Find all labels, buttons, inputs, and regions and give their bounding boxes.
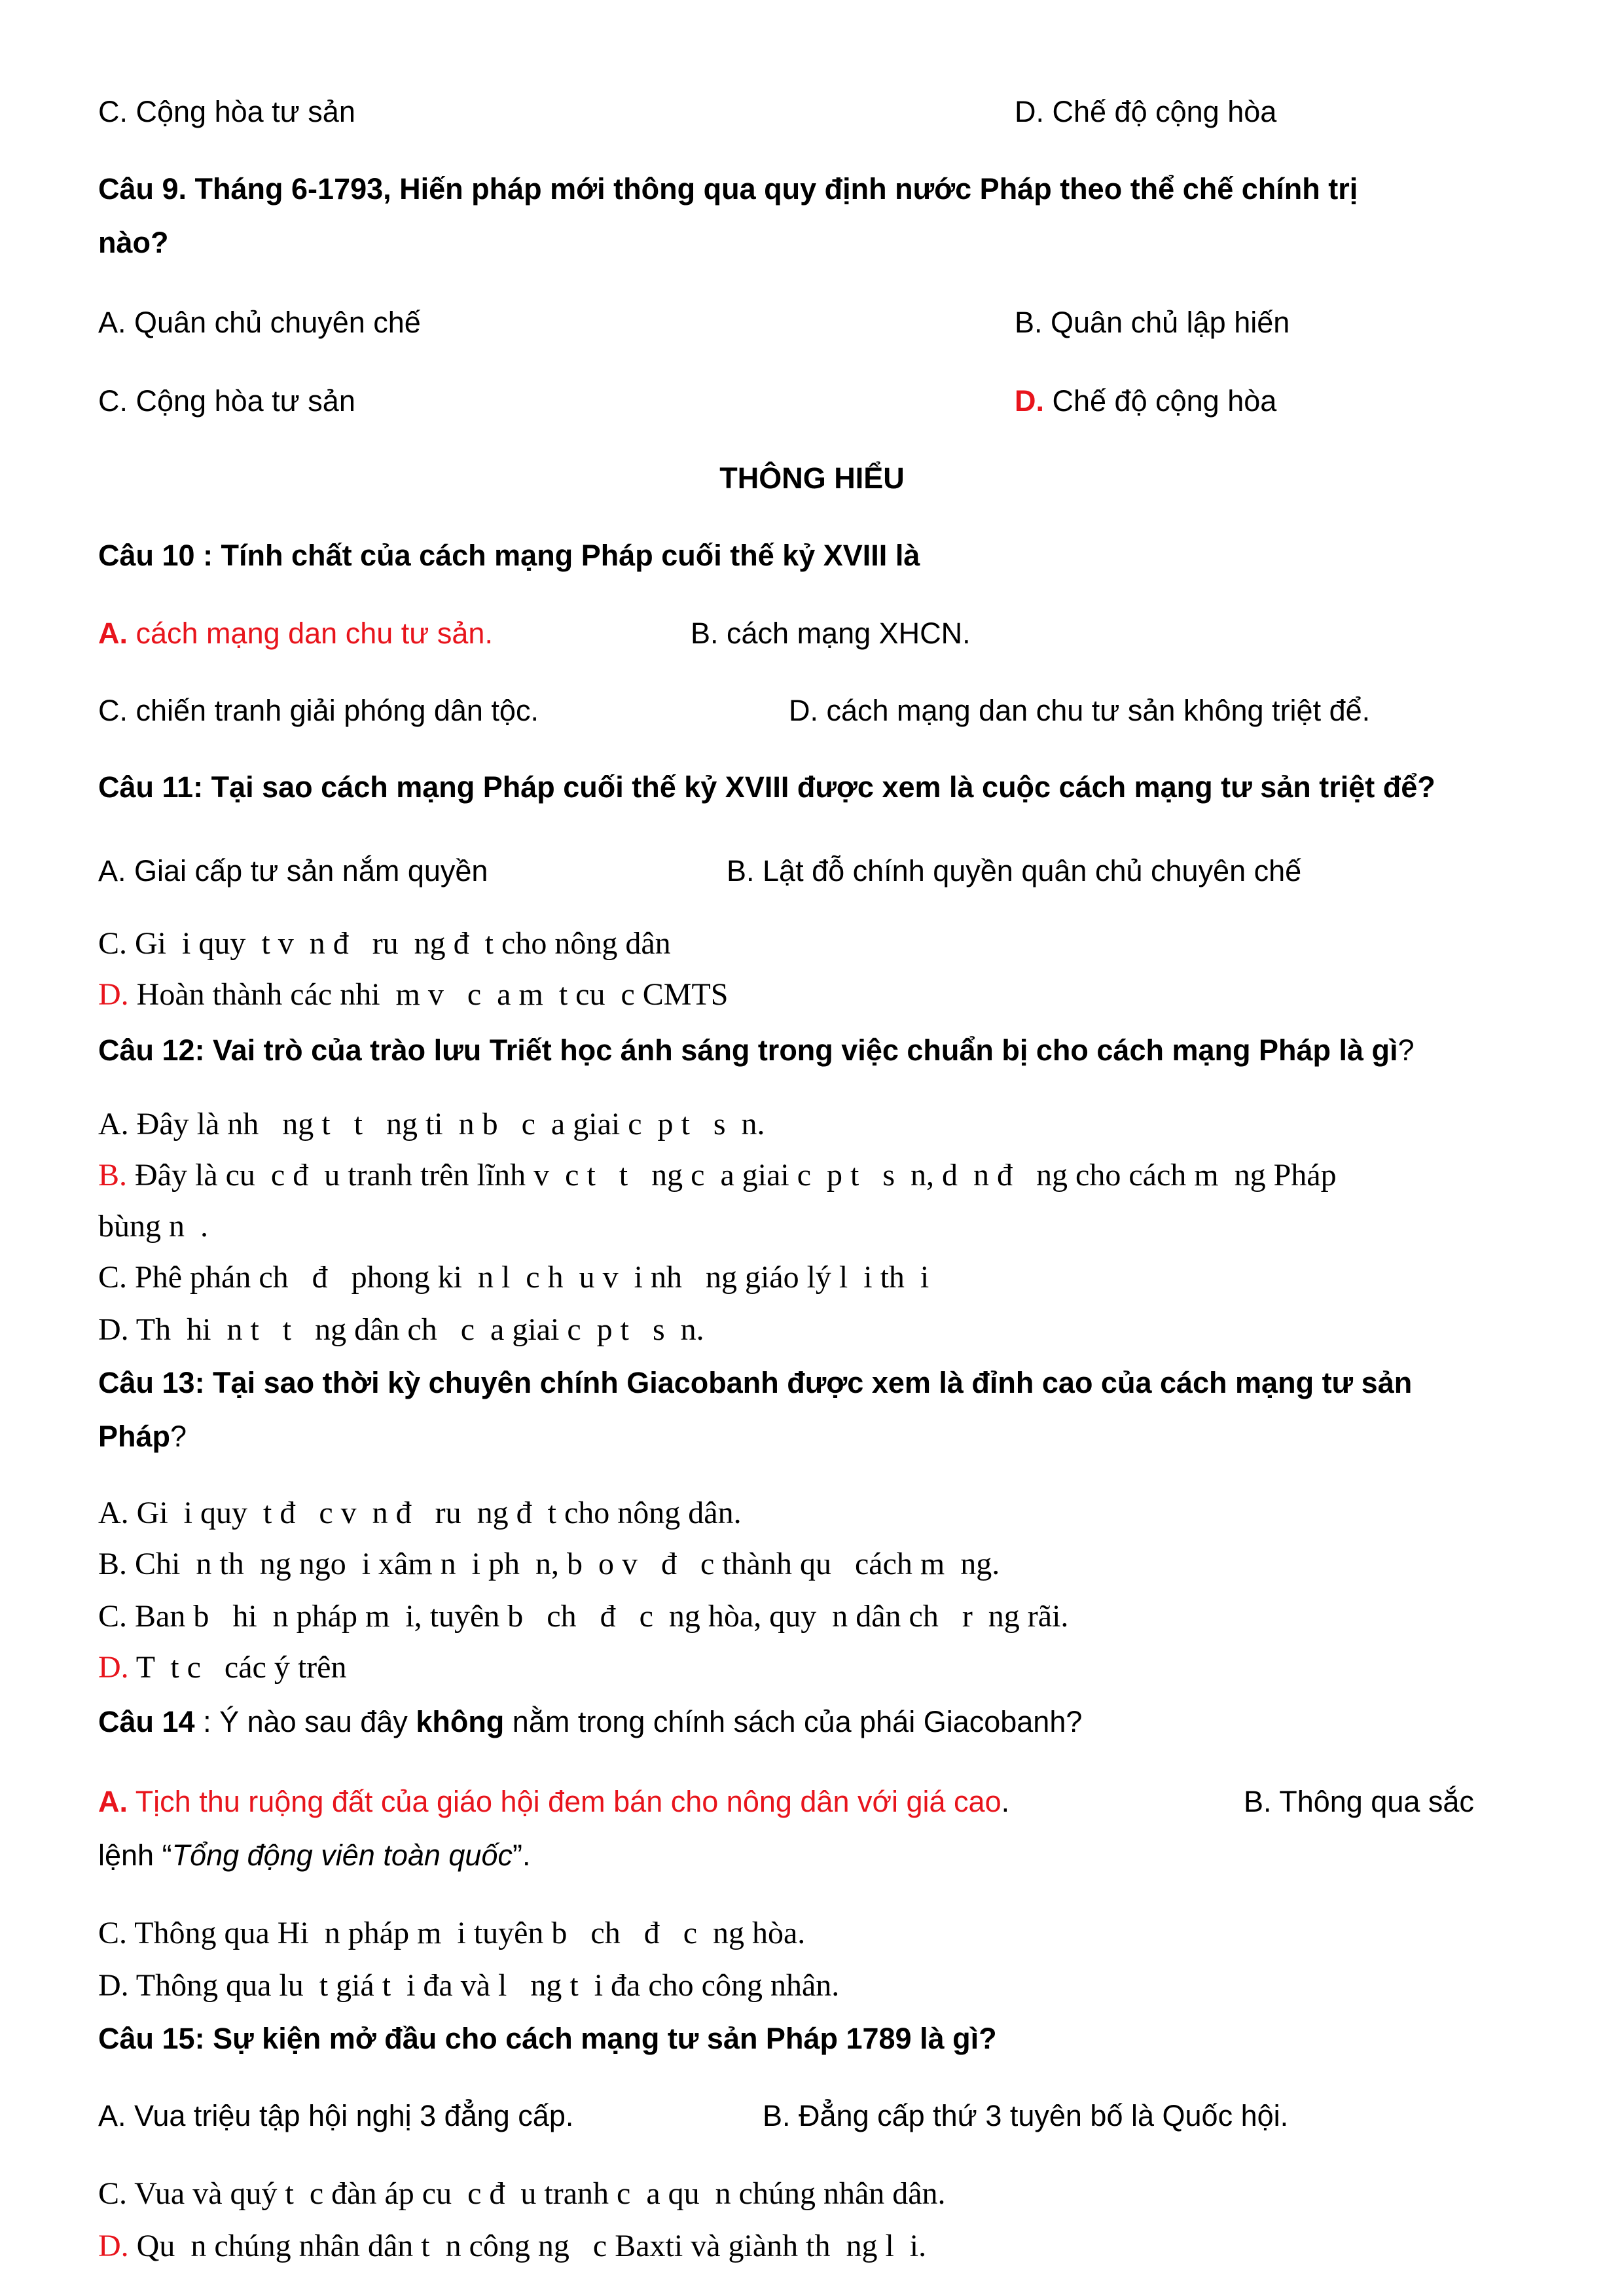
q14-option-b-post: ”. — [512, 1839, 531, 1872]
q14-option-b-cont — [98, 1840, 530, 1870]
q14-option-a-text: Tịch thu ruộng đất của giáo hội đem bán cho nông dân với giá cao — [128, 1785, 1001, 1818]
q13-option-a: A. Gi i quy t đ c v n đ ru ng đ t cho nông dân. — [98, 1496, 742, 1530]
q9-question: Câu 9. Tháng 6-1793, Hiến pháp mới thông qua quy định nước Pháp theo thể chế chính trị — [98, 172, 1358, 206]
q15-option-d-text: Qu n chúng nhân dân t n công ng c Baxti và giành th ng l i. — [128, 2229, 927, 2263]
q10-option-a-text: cách mạng dan chu tư sản. — [128, 617, 493, 650]
q13-option-c: C. Ban b hi n pháp m i, tuyên b ch đ c ng hòa, quy n dân ch r ng rãi. — [98, 1599, 1069, 1634]
q14-text-pre: : Ý nào sau đây — [194, 1705, 416, 1738]
q11-answer-letter: D. — [98, 977, 129, 1012]
q14-option-c: C. Thông qua Hi n pháp m i tuyên b ch đ c ng hòa. — [98, 1916, 806, 1950]
q15-question — [98, 2024, 997, 2053]
q14-option-d: D. Thông qua lu t giá t i đa và l ng t i đa cho công nhân. — [98, 1968, 840, 2003]
q11-option-b: B. Lật đỗ chính quyền quân chủ chuyên chế — [727, 854, 1302, 888]
q11-option-d-text: Hoàn thành các nhi m v c a m t cu c CMTS — [128, 977, 729, 1012]
q12-question — [98, 1035, 1415, 1065]
q10-answer-letter: A. — [98, 617, 128, 650]
q14-question — [98, 1707, 1082, 1736]
q9-question-cont: nào? — [98, 226, 169, 259]
q13-question-mark: ? — [170, 1420, 187, 1453]
q15-label: Câu 15 — [98, 2022, 195, 2055]
q14-answer-letter: A. — [98, 1785, 128, 1818]
q13-option-b: B. Chi n th ng ngo i xâm n i ph n, b o v đ c thành qu cách m ng. — [98, 1547, 1000, 1581]
q12-question-text: Câu 12: Vai trò của trào lưu Triết học ánh sáng trong việc chuẩn bị cho cách mạng Pháp là gì — [98, 1033, 1398, 1067]
q14-option-b-italic: Tổng động viên toàn quốc — [171, 1839, 513, 1872]
q13-option-d — [98, 1652, 346, 1683]
q9-option-b: B. Quân chủ lập hiến — [1015, 306, 1290, 339]
q9-option-c: C. Cộng hòa tư sản — [98, 384, 355, 418]
section-title: THÔNG HIỂU — [719, 461, 905, 495]
q9-option-d — [1015, 386, 1276, 416]
q12-option-b-text: Đây là cu c đ u tranh trên lĩnh v c t t ng c a giai c p t s n, d n đ ng cho cách m ng Pháp — [127, 1158, 1337, 1193]
q12-option-a: A. Đây là nh ng t t ng ti n b c a giai c p t s n. — [98, 1107, 765, 1141]
q10-question: Câu 10 : Tính chất của cách mạng Pháp cuối thế kỷ XVIII là — [98, 539, 920, 572]
q12-answer-letter: B. — [98, 1158, 128, 1193]
q12-option-b — [98, 1160, 1337, 1191]
q15-answer-letter: D. — [98, 2229, 129, 2263]
q11-option-c: C. Gi i quy t v n đ ru ng đ t cho nông dân — [98, 926, 671, 961]
q14-text-post: nằm trong chính sách của phái Giacobanh? — [504, 1705, 1083, 1738]
q13-question-cont-text: Pháp — [98, 1420, 171, 1453]
q14-emphasis: không — [416, 1705, 505, 1738]
q13-question: Câu 13: Tại sao thời kỳ chuyên chính Giacobanh được xem là đỉnh cao của cách mạng tư sản — [98, 1366, 1413, 1399]
q12-option-d: D. Th hi n t t ng dân ch c a giai c p t s n. — [98, 1312, 704, 1347]
q14-option-a — [98, 1787, 1009, 1816]
q11-question: Câu 11: Tại sao cách mạng Pháp cuối thế kỷ XVIII được xem là cuộc cách mạng tư sản triệt để? — [98, 770, 1435, 804]
q14-option-b-pre: lệnh “ — [98, 1839, 172, 1872]
q9-option-a: A. Quân chủ chuyên chế — [98, 306, 421, 339]
q14-option-a-end: . — [1001, 1785, 1010, 1818]
q9-answer-letter: D. — [1015, 384, 1044, 418]
q13-answer-letter: D. — [98, 1650, 129, 1685]
q10-option-d: D. cách mạng dan chu tư sản không triệt để. — [789, 694, 1371, 727]
q15-option-b: B. Đẳng cấp thứ 3 tuyên bố là Quốc hội. — [763, 2099, 1289, 2132]
q15-question-text: : Sự kiện mở đầu cho cách mạng tư sản Pháp 1789 là gì? — [194, 2022, 997, 2055]
q8-option-d: D. Chế độ cộng hòa — [1015, 95, 1277, 128]
q15-option-a: A. Vua triệu tập hội nghị 3 đẳng cấp. — [98, 2099, 574, 2132]
q12-option-b-cont: bùng n . — [98, 1209, 208, 1244]
q10-option-b: B. cách mạng XHCN. — [691, 617, 971, 650]
q15-option-d — [98, 2231, 926, 2262]
q11-option-d — [98, 979, 728, 1011]
q12-question-mark: ? — [1398, 1033, 1415, 1067]
q10-option-c: C. chiến tranh giải phóng dân tộc. — [98, 694, 539, 727]
q14-label: Câu 14 — [98, 1705, 195, 1738]
q12-option-c: C. Phê phán ch đ phong ki n l c h u v i nh ng giáo lý l i th i — [98, 1260, 929, 1295]
q14-option-b: B. Thông qua sắc — [1244, 1785, 1474, 1818]
q13-option-d-text: T t c các ý trên — [128, 1650, 347, 1685]
q11-option-a: A. Giai cấp tư sản nắm quyền — [98, 854, 488, 888]
q15-option-c: C. Vua và quý t c đàn áp cu c đ u tranh c a qu n chúng nhân dân. — [98, 2176, 946, 2211]
q8-option-c: C. Cộng hòa tư sản — [98, 95, 355, 128]
q13-question-cont — [98, 1422, 187, 1451]
q10-option-a — [98, 619, 493, 648]
q9-option-d-text: Chế độ cộng hòa — [1044, 384, 1277, 418]
